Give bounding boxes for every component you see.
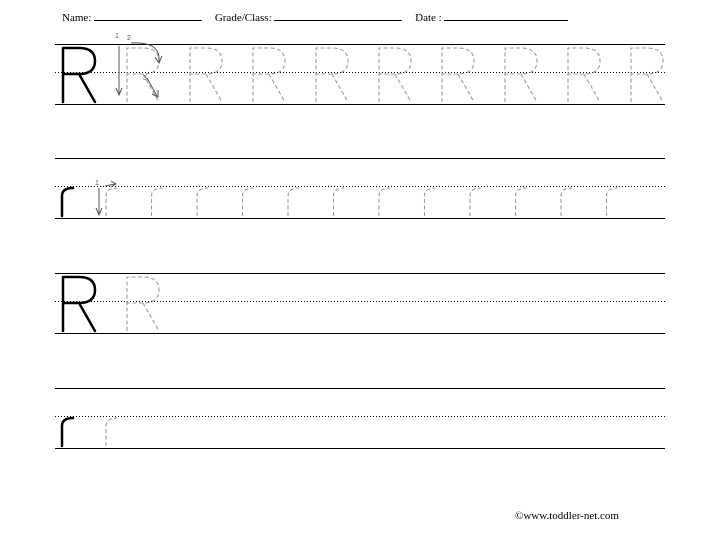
copyright-text: ©www.toddler-net.com xyxy=(515,510,619,522)
grade-field[interactable] xyxy=(215,10,403,24)
handwriting-row-upper-practice xyxy=(55,273,665,335)
row-svg xyxy=(55,33,665,106)
row-svg xyxy=(55,273,665,335)
trace-letter xyxy=(425,188,436,216)
trace-letter xyxy=(379,48,411,102)
trace-letter xyxy=(379,188,390,216)
date-blank[interactable] xyxy=(444,10,568,21)
stroke-number-1: 1 xyxy=(115,33,119,40)
model-letter xyxy=(63,277,95,331)
trace-letter xyxy=(568,48,600,102)
trace-letter xyxy=(607,188,618,216)
trace-letter xyxy=(197,188,208,216)
model-letter xyxy=(62,418,73,446)
row-svg xyxy=(55,158,665,220)
trace-letter xyxy=(106,418,117,446)
trace-letter xyxy=(561,188,572,216)
date-label: Date : xyxy=(415,12,442,24)
name-blank[interactable] xyxy=(94,10,202,21)
name-field[interactable] xyxy=(62,10,202,24)
stroke-order-arrows xyxy=(95,180,116,215)
model-letter xyxy=(62,188,73,216)
name-label: Name: xyxy=(62,12,92,24)
handwriting-row-lower-trace xyxy=(55,158,665,220)
trace-letter xyxy=(152,188,163,216)
stroke-number-2: 2 xyxy=(127,35,131,42)
trace-letter xyxy=(334,188,345,216)
grade-blank[interactable] xyxy=(274,10,402,21)
trace-letter xyxy=(442,48,474,102)
date-field[interactable] xyxy=(415,10,568,24)
handwriting-row-upper-trace xyxy=(55,33,665,106)
trace-letter xyxy=(127,277,159,331)
stroke-number-1: 1 xyxy=(95,180,99,187)
trace-letter xyxy=(106,188,117,216)
trace-letter xyxy=(243,188,254,216)
trace-letter xyxy=(516,188,527,216)
handwriting-row-lower-practice xyxy=(55,388,665,450)
trace-letter xyxy=(316,48,348,102)
grade-label: Grade/Class: xyxy=(214,12,272,24)
stroke-order-arrows xyxy=(115,33,162,97)
trace-letter xyxy=(190,48,222,102)
worksheet-header xyxy=(62,10,578,24)
trace-letter xyxy=(470,188,481,216)
trace-letter xyxy=(288,188,299,216)
stroke-number-3: 3 xyxy=(143,75,147,82)
model-letter xyxy=(63,48,95,102)
trace-letter xyxy=(631,48,663,102)
trace-letter xyxy=(505,48,537,102)
row-svg xyxy=(55,388,665,450)
trace-letter xyxy=(253,48,285,102)
